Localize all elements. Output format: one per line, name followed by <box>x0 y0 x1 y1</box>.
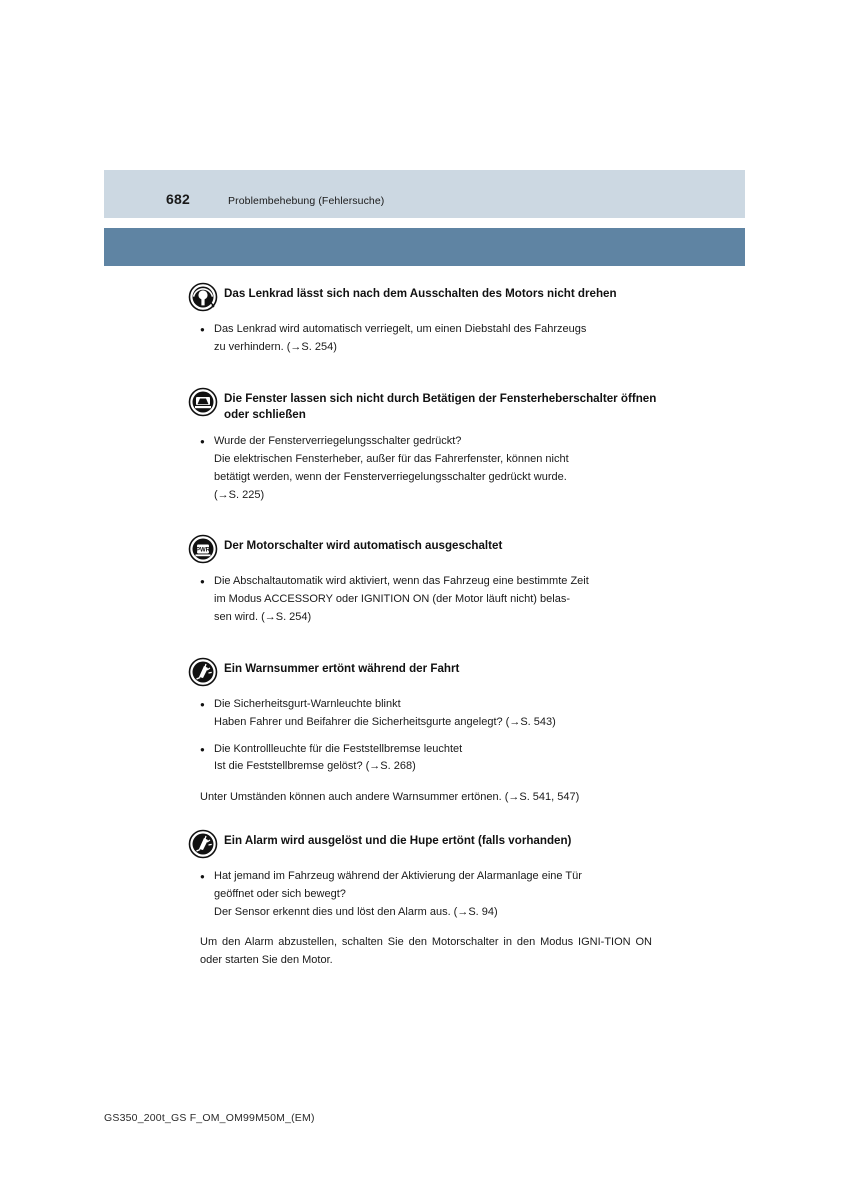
section-warning-buzzer <box>104 657 764 807</box>
section-heading-row <box>104 282 764 312</box>
bullet-text <box>214 321 666 357</box>
section-steering-wheel <box>104 282 764 357</box>
page-header-title: Problembehebung (Fehlersuche) <box>228 195 385 207</box>
text-line: sen wird. (→S. 254) <box>214 611 312 624</box>
section-heading-row <box>104 534 764 564</box>
list-item <box>104 696 764 732</box>
page-header-band <box>104 170 745 218</box>
text-line: im Modus ACCESSORY oder IGNITION ON (der Motor läuft nicht) belas- <box>214 593 570 606</box>
document-footer-code: GS350_200t_GS F_OM_OM99M50M_(EM) <box>104 1112 315 1124</box>
bullet-dot: ● <box>200 699 205 709</box>
section-power-windows <box>104 387 764 505</box>
bullet-dot: ● <box>200 871 205 881</box>
section-heading-row <box>104 657 764 687</box>
text-line: Das Lenkrad wird automatisch verriegelt, um einen Diebstahl des Fahrzeugs <box>214 323 587 335</box>
text-line: Hat jemand im Fahrzeug während der Aktivierung der Alarmanlage eine Tür <box>214 869 582 882</box>
power-window-icon <box>188 387 218 417</box>
section-alarm-horn <box>104 829 764 970</box>
section-heading-row <box>104 387 764 425</box>
bullet-dot: ● <box>200 325 205 334</box>
page-content <box>104 282 764 970</box>
steering-wheel-lock-icon <box>188 282 218 312</box>
bullet-text <box>214 868 666 921</box>
section-paragraph: Um den Alarm abzustellen, schalten Sie den Motorschalter in den Modus IGNI-TION ON oder starten Sie den Motor. <box>200 936 652 967</box>
bullet-dot: ● <box>200 437 205 447</box>
section-heading-text: Das Lenkrad lässt sich nach dem Ausschalten des Motors nicht drehen <box>224 287 617 300</box>
bullet-dot: ● <box>200 744 205 754</box>
text-line: Haben Fahrer und Beifahrer die Sicherheitsgurte angelegt? (→S. 543) <box>214 715 556 728</box>
section-heading-text: Ein Alarm wird ausgelöst und die Hupe ertönt (falls vorhanden) <box>224 833 572 847</box>
text-line: Die Sicherheitsgurt-Warnleuchte blinkt <box>214 697 401 710</box>
svg-text:PWR: PWR <box>196 547 210 554</box>
bullet-text <box>214 573 666 626</box>
list-item <box>104 868 764 921</box>
section-paragraph: Unter Umständen können auch andere Warnsummer ertönen. (→S. 541, 547) <box>200 791 580 804</box>
text-line: Die Kontrollleuchte für die Feststellbremse leuchtet <box>214 742 463 755</box>
bullet-text <box>214 696 666 732</box>
text-line: Ist die Feststellbremse gelöst? (→S. 268) <box>214 760 416 773</box>
text-line: geöffnet oder sich bewegt? <box>214 887 346 900</box>
list-item <box>104 321 764 357</box>
text-line: zu verhindern. (→S. 254) <box>214 340 337 353</box>
page-number: 682 <box>166 191 190 207</box>
list-item <box>104 433 764 504</box>
text-line: Wurde der Fensterverriegelungsschalter gedrückt? <box>214 435 462 448</box>
chapter-accent-band <box>104 228 745 266</box>
text-line: betätigt werden, wenn der Fensterverriegelungsschalter gedrückt wurde. <box>214 470 567 483</box>
section-heading-text: Ein Warnsummer ertönt während der Fahrt <box>224 661 460 675</box>
text-line: (→S. 225) <box>214 488 265 501</box>
section-heading-text: Die Fenster lassen sich nicht durch Betätigen der Fensterheberschalter öffnen oder schließen <box>224 391 657 422</box>
warning-buzzer-icon <box>188 657 218 687</box>
text-line: Der Sensor erkennt dies und löst den Alarm aus. (→S. 94) <box>214 905 498 918</box>
list-item <box>104 741 764 777</box>
section-heading-row <box>104 829 764 859</box>
bullet-text <box>214 741 666 777</box>
alarm-horn-icon <box>188 829 218 859</box>
list-item <box>104 573 764 626</box>
section-heading-text: Der Motorschalter wird automatisch ausgeschaltet <box>224 539 503 553</box>
section-engine-switch <box>104 534 764 626</box>
text-line: Die Abschaltautomatik wird aktiviert, wenn das Fahrzeug eine bestimmte Zeit <box>214 575 589 588</box>
engine-switch-icon <box>188 534 218 564</box>
bullet-text <box>214 433 666 504</box>
text-line: Die elektrischen Fensterheber, außer für das Fahrerfenster, können nicht <box>214 453 569 466</box>
bullet-dot: ● <box>200 577 205 587</box>
